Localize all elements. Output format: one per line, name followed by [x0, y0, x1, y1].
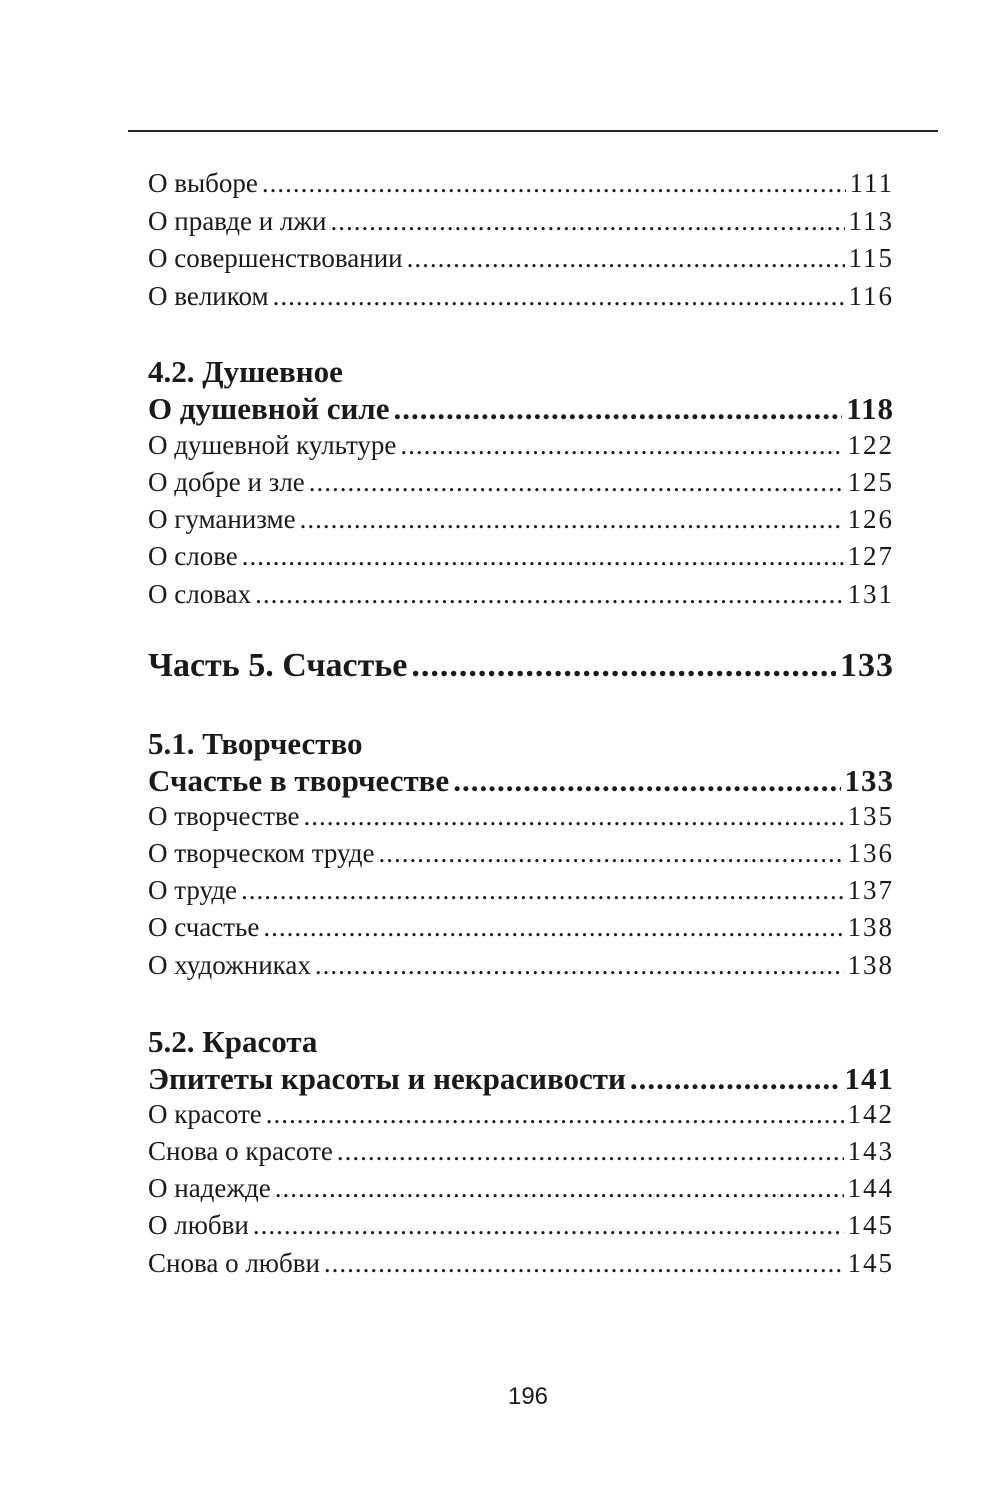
toc-entry-page: 131: [847, 579, 894, 609]
dot-leader: [337, 1136, 844, 1167]
toc-entry: [148, 1136, 894, 1167]
dot-leader: [379, 838, 844, 869]
toc-main-entry: [148, 1061, 894, 1097]
toc-entry-page: 142: [847, 1099, 894, 1129]
toc-entry-title: О правде и лжи: [148, 206, 327, 236]
dot-leader: [453, 763, 840, 799]
dot-leader: [242, 541, 844, 572]
toc-entry: [148, 579, 894, 610]
toc-entry-title: О добре и зле: [148, 467, 305, 497]
toc-entry-title: О красоте: [148, 1099, 262, 1129]
toc-entry-title: О художниках: [148, 950, 311, 980]
section-heading: 4.2. Душевное: [148, 354, 343, 389]
toc-entry-page: 125: [847, 467, 894, 497]
toc-entry-title: О счастье: [148, 912, 260, 942]
toc-entry-title: Снова о красоте: [148, 1136, 333, 1166]
toc-entry-title: Счастье в творчестве: [148, 763, 450, 798]
toc-entry-page: 138: [847, 950, 894, 980]
toc-main-entry: [148, 391, 894, 427]
toc-entry-page: 136: [847, 838, 894, 868]
toc-entry: [148, 838, 894, 869]
toc-entry: [148, 243, 894, 274]
dot-leader: [400, 430, 843, 461]
section-heading: 5.1. Творчество: [148, 726, 363, 761]
toc-entry-title: О слове: [148, 541, 238, 571]
dot-leader: [407, 243, 845, 274]
toc-entry: [148, 206, 894, 237]
toc-entry: [148, 1210, 894, 1241]
dot-leader: [273, 281, 845, 312]
toc-entry-title: О душевной силе: [148, 391, 390, 426]
dot-leader: [262, 168, 846, 199]
toc-entry-title: О великом: [148, 281, 269, 311]
toc-entry: [148, 467, 894, 498]
toc-entry-title: О выборе: [148, 168, 258, 198]
toc-entry-title: Снова о любви: [148, 1248, 320, 1278]
toc-entry-title: Эпитеты красоты и некрасивости: [148, 1061, 626, 1096]
toc-entry-title: О душевной культуре: [148, 430, 397, 460]
toc-entry-page: 135: [847, 801, 894, 831]
dot-leader: [275, 1173, 844, 1204]
toc-entry-page: 111: [849, 168, 894, 198]
toc-entry-page: 126: [847, 504, 894, 534]
toc-entry: [148, 1099, 894, 1130]
toc-entry-page: 133: [840, 647, 894, 684]
toc-entry-page: 133: [844, 763, 894, 798]
toc-entry-title: О творчестве: [148, 801, 300, 831]
toc-entry-title: О любви: [148, 1210, 249, 1240]
toc-main-entry: [148, 763, 894, 799]
dot-leader: [411, 647, 836, 685]
dot-leader: [253, 1210, 844, 1241]
dot-leader: [324, 1248, 844, 1279]
toc-entry-page: 141: [844, 1061, 894, 1096]
toc-entry-page: 138: [847, 912, 894, 942]
dot-leader: [255, 579, 843, 610]
toc-entry-page: 116: [848, 281, 894, 311]
toc-entry: [148, 281, 894, 312]
toc-entry-page: 122: [847, 430, 894, 460]
dot-leader: [309, 467, 844, 498]
toc-entry-title: О гуманизме: [148, 504, 296, 534]
dot-leader: [315, 950, 844, 981]
toc-entry: [148, 912, 894, 943]
toc-entry: [148, 875, 894, 906]
dot-leader: [304, 801, 844, 832]
toc-entry: [148, 504, 894, 535]
dot-leader: [300, 504, 844, 535]
section-heading: 5.2. Красота: [148, 1024, 318, 1059]
toc-entry: [148, 1173, 894, 1204]
toc-entry-title: Часть 5. Счастье: [148, 647, 408, 684]
toc-entry-page: 113: [848, 206, 894, 236]
toc-entry-page: 145: [847, 1210, 894, 1240]
toc-entry-page: 143: [847, 1136, 894, 1166]
dot-leader: [263, 912, 843, 943]
dot-leader: [393, 391, 842, 427]
dot-leader: [630, 1061, 841, 1097]
toc-entry: [148, 168, 894, 199]
dot-leader: [241, 875, 843, 906]
toc-entry-title: О творческом труде: [148, 838, 375, 868]
toc-entry-title: О труде: [148, 875, 238, 905]
toc-entry-page: 127: [847, 541, 894, 571]
toc-entry: [148, 541, 894, 572]
toc-entry-page: 144: [847, 1173, 894, 1203]
toc-entry: [148, 801, 894, 832]
toc-entry-page: 115: [848, 243, 894, 273]
page-number: 196: [507, 1383, 549, 1410]
top-rule: [128, 130, 938, 132]
toc-entry-title: О словах: [148, 579, 252, 609]
dot-leader: [331, 206, 845, 237]
toc-entry-title: О надежде: [148, 1173, 271, 1203]
toc-entry-page: 118: [846, 391, 894, 426]
toc-entry: [148, 950, 894, 981]
dot-leader: [266, 1099, 844, 1130]
toc-entry: [148, 430, 894, 461]
toc-entry-page: 145: [847, 1248, 894, 1278]
toc-entry: [148, 1248, 894, 1279]
toc-entry-page: 137: [847, 875, 894, 905]
toc-entry-title: О совершенствовании: [148, 243, 403, 273]
toc-part-entry: [148, 647, 894, 685]
